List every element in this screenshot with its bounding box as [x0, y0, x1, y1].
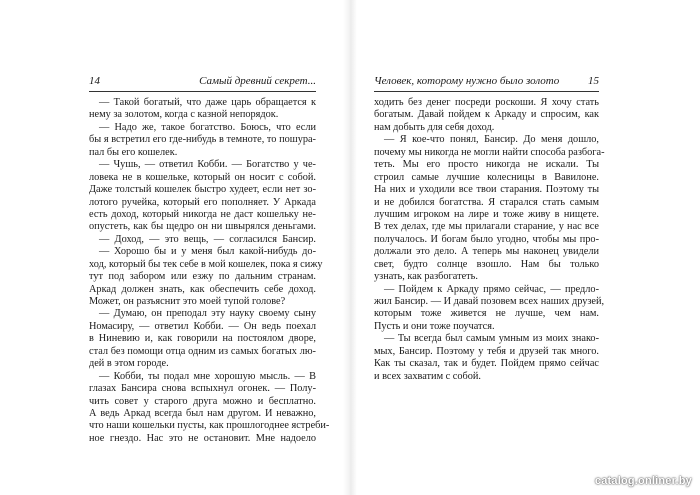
text-line: есть доход, который никогда не даст кошельку не- [89, 208, 316, 220]
text-line: почему мы никогда не могли найти способа разбога- [374, 146, 605, 158]
text-line: Номасиру, — ответил Кобби. — Он ведь поехал [89, 320, 316, 332]
text-line: Аркад должен знать, как обеспечить себе доход. [89, 283, 316, 295]
text-line: — Такой богатый, что даже царь обращается к [99, 97, 316, 108]
text-line: Может, он разъяснит это моей тупой голове? [89, 296, 286, 307]
text-line: нам добыть для себя доход. [374, 121, 495, 133]
right-page [352, 0, 700, 495]
right-page-text [374, 97, 605, 383]
running-title: Самый древний секрет... [199, 75, 316, 87]
left-page-header [89, 73, 316, 89]
text-line: должали это дело. А теперь мы наконец увидели [374, 246, 599, 258]
text-line: мых, Бансир. Поэтому у тебя и друзей так много. [374, 345, 599, 357]
text-line: Пусть и они тоже поучатся. [374, 320, 495, 332]
text-line: — Кобби, ты подал мне хорошую мысль. — В [99, 370, 316, 382]
text-line: глазах Бансира снова вспыхнул огонек. — Полу- [89, 383, 316, 395]
text-line: — Я кое-что понял, Бансир. До меня дошло, [384, 134, 599, 146]
page-number: 14 [89, 75, 100, 87]
right-page-header [374, 73, 599, 89]
text-line: ное гнездо. Нас это не остановит. Мне надоело [89, 432, 316, 444]
text-line: А ведь Аркад всегда был нам другом. И неважно, [89, 407, 316, 419]
text-line: богатым. Давай пойдем к Аркаду и спросим, как [374, 109, 599, 121]
header-rule [89, 91, 316, 92]
text-line: и не добился богатства. Я старался стать самым [374, 196, 599, 208]
text-line: На них и уходили все твои старания. Поэтому ты [374, 184, 599, 196]
header-rule [374, 91, 599, 92]
text-line: что наши кошельки пусты, как прошлогоднее ястреби- [89, 420, 330, 432]
text-line: узнать, как разбогатеть. [374, 271, 478, 283]
text-line: в Ниневию и, как говорили на постоялом дворе, [89, 333, 316, 345]
text-line: Даже толстый кошелек быстро худеет, если нет зо- [89, 184, 316, 196]
text-line: лучшим игроком на лире и тоже живу в нищете. [374, 208, 599, 220]
text-line: теть. Мы его просто никогда не искали. Ты [374, 159, 599, 171]
running-title: Человек, которому нужно было золото [374, 75, 560, 87]
text-line: и всех захватим с собой. [374, 370, 481, 382]
text-line: лотого ручейка, который его пополняет. У Аркада [89, 196, 316, 208]
text-line: строил самые лучшие колесницы в Вавилоне. [374, 171, 599, 183]
text-line: — Хорошо бы и у меня был какой-нибудь до- [99, 246, 316, 258]
text-line: дей в этом городе. [89, 358, 169, 370]
text-line: опустеть, как бы щедро он ни швырялся деньгами. [89, 221, 316, 233]
text-line: — Думаю, он преподал эту науку своему сыну [99, 308, 316, 320]
text-line: получалось. И богам было угодно, чтобы мы про- [374, 233, 599, 245]
text-line: — Чушь, — ответил Кобби. — Богатство у че- [99, 159, 316, 171]
text-line: Как ты сказал, так и будет. Пойдем прямо сейчас [374, 358, 599, 370]
text-line: ходить без денег посреди роскоши. Я хочу стать [374, 97, 599, 108]
text-line: чить совет у старого друга можно и бесплатно. [89, 395, 316, 407]
text-line: ход, который бы тек себе в мой кошелек, пока я сижу [89, 258, 323, 270]
text-line: стал без помощи отца одним из самых богатых лю- [89, 345, 316, 357]
text-line: — Надо же, такое богатство. Боюсь, что если [99, 121, 316, 133]
text-line: ловека не в кошельке, который он носит с собой. [89, 171, 316, 183]
text-line: жил Бансир. — И давай позовем всех наших друзей, [374, 296, 605, 307]
text-line: — Ты всегда был самым умным из моих знако- [384, 333, 599, 345]
text-line: — Пойдем к Аркаду прямо сейчас, — предло- [384, 283, 599, 295]
text-line: нему за золотом, когда с казной непорядок. [89, 109, 279, 121]
text-line: В тех делах, где мы прилагали старание, у нас все [374, 221, 599, 233]
text-line: свет, будто солнце взошло. Нам бы только [374, 258, 599, 270]
text-line: — Доход, — это вещь, — согласился Бансир. [99, 233, 316, 245]
text-line: пал бы его кошелек. [89, 146, 178, 158]
page-number: 15 [588, 75, 599, 87]
left-page-text [89, 97, 330, 445]
watermark: catalog.onliner.by [594, 475, 692, 487]
text-line: тут под забором или езжу по дальним странам. [89, 271, 316, 283]
text-line: которым тоже живется не лучше, чем нам. [374, 308, 599, 320]
left-page [0, 0, 345, 495]
text-line: бы я встретил его где-нибудь в темноте, то пошура- [89, 134, 316, 146]
